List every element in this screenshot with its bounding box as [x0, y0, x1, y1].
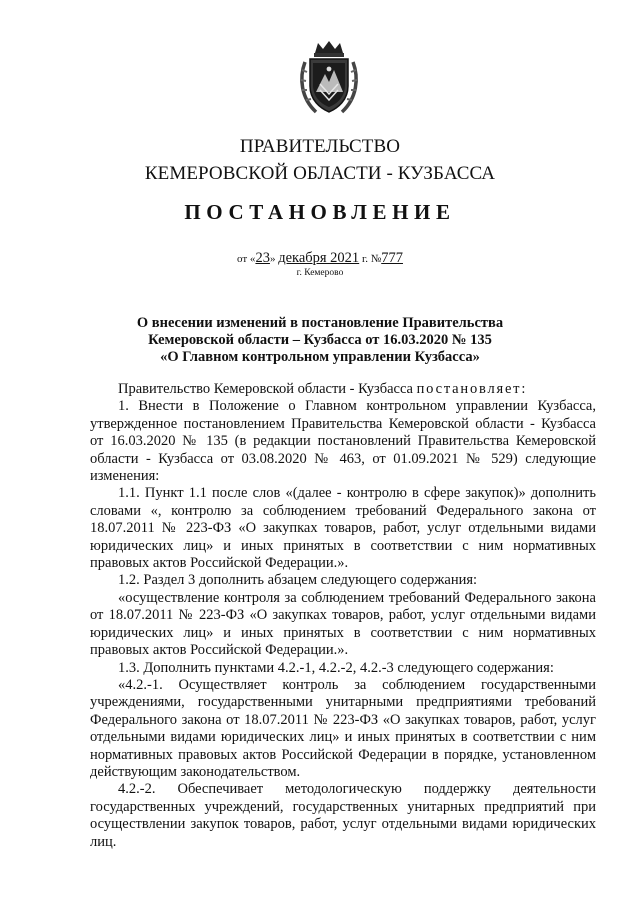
paragraph-4-2-2: 4.2.-2. Обеспечивает методологическую поддержку деятельности государственных учреждений, государственных унитарных предприятий при осуществлении закупок товаров, работ, услуг отдельными видами юридических лиц.	[90, 781, 596, 850]
paragraph-section3-addition: «осуществление контроля за соблюдением требований Федерального закона от 18.07.2011 № 223-ФЗ «О закупках товаров, работ, услуг отдельными видами юридических лиц» и иных принятых в соответствии с ним нормативных правовых актов Российской Федерации.».	[90, 589, 596, 659]
subject-line2: Кемеровской области – Кузбасса от 16.03.2020 № 135	[148, 332, 492, 348]
document-type-title: ПОСТАНОВЛЕНИЕ	[184, 200, 456, 224]
paragraph-1: 1. Внести в Положение о Главном контрольном управлении Кузбасса, утвержденное постановлением Правительства Кемеровской области - Кузбасса от 16.03.2020 № 135 (в редакции постановлений Правительства Кемеровской области - Кузбасса от 03.08.2020 № 463, от 01.09.2021 № 529) следующие изменения:	[90, 398, 596, 485]
date-suffix: г.	[361, 253, 368, 265]
preamble-text: Правительство Кемеровской области - Кузбасса	[118, 381, 413, 397]
subject-line1: О внесении изменений в постановление Правительства	[136, 315, 504, 331]
paragraph-4-2-1: «4.2.-1. Осуществляет контроль за соблюдением государственными учреждениями, государственными унитарными предприятиями требований Федерального закона от 18.07.2011 № 223-ФЗ «О закупках товаров, работ, услуг отдельными видами юридических лиц» и иных принятых в соответствии с ним нормативных правовых актов Российской Федерации в порядке, установленном действующим законодательством.	[90, 676, 596, 780]
coat-of-arms-icon	[296, 40, 362, 118]
date-month-year: декабря 2021	[278, 250, 360, 266]
paragraph-1-1: 1.1. Пункт 1.1 после слов «(далее - контролю в сфере закупок)» дополнить словами «, контролю за соблюдением требований Федерального закона от 18.07.2011 № 223-ФЗ «О закупках товаров, работ, услуг отдельными видами юридических лиц» и иных принятых в соответствии с ним нормативных правовых актов Российской Федерации.».	[90, 485, 596, 572]
document-number: 777	[381, 250, 403, 266]
subject-line3: «О Главном контрольном управлении Кузбасса»	[160, 349, 480, 365]
organization-name-line2: КЕМЕРОВСКОЙ ОБЛАСТИ - КУЗБАССА	[144, 163, 496, 184]
paragraph-1-2: 1.2. Раздел 3 дополнить абзацем следующего содержания:	[118, 572, 478, 589]
document-subject	[0, 315, 640, 366]
number-label: №	[370, 253, 382, 265]
preamble-resolves: постановляет:	[416, 381, 528, 397]
date-mid: »	[269, 253, 276, 265]
paragraph-1-3: 1.3. Дополнить пунктами 4.2.-1, 4.2.-2, 4.2.-3 следующего содержания:	[118, 659, 554, 676]
document-date-number	[0, 250, 640, 267]
document-body	[90, 381, 596, 851]
date-prefix: от «	[237, 253, 256, 265]
preamble-paragraph	[90, 381, 596, 398]
organization-name-line1: ПРАВИТЕЛЬСТВО	[239, 136, 401, 157]
city-label: г. Кемерово	[296, 268, 344, 278]
date-day: 23	[255, 250, 270, 266]
